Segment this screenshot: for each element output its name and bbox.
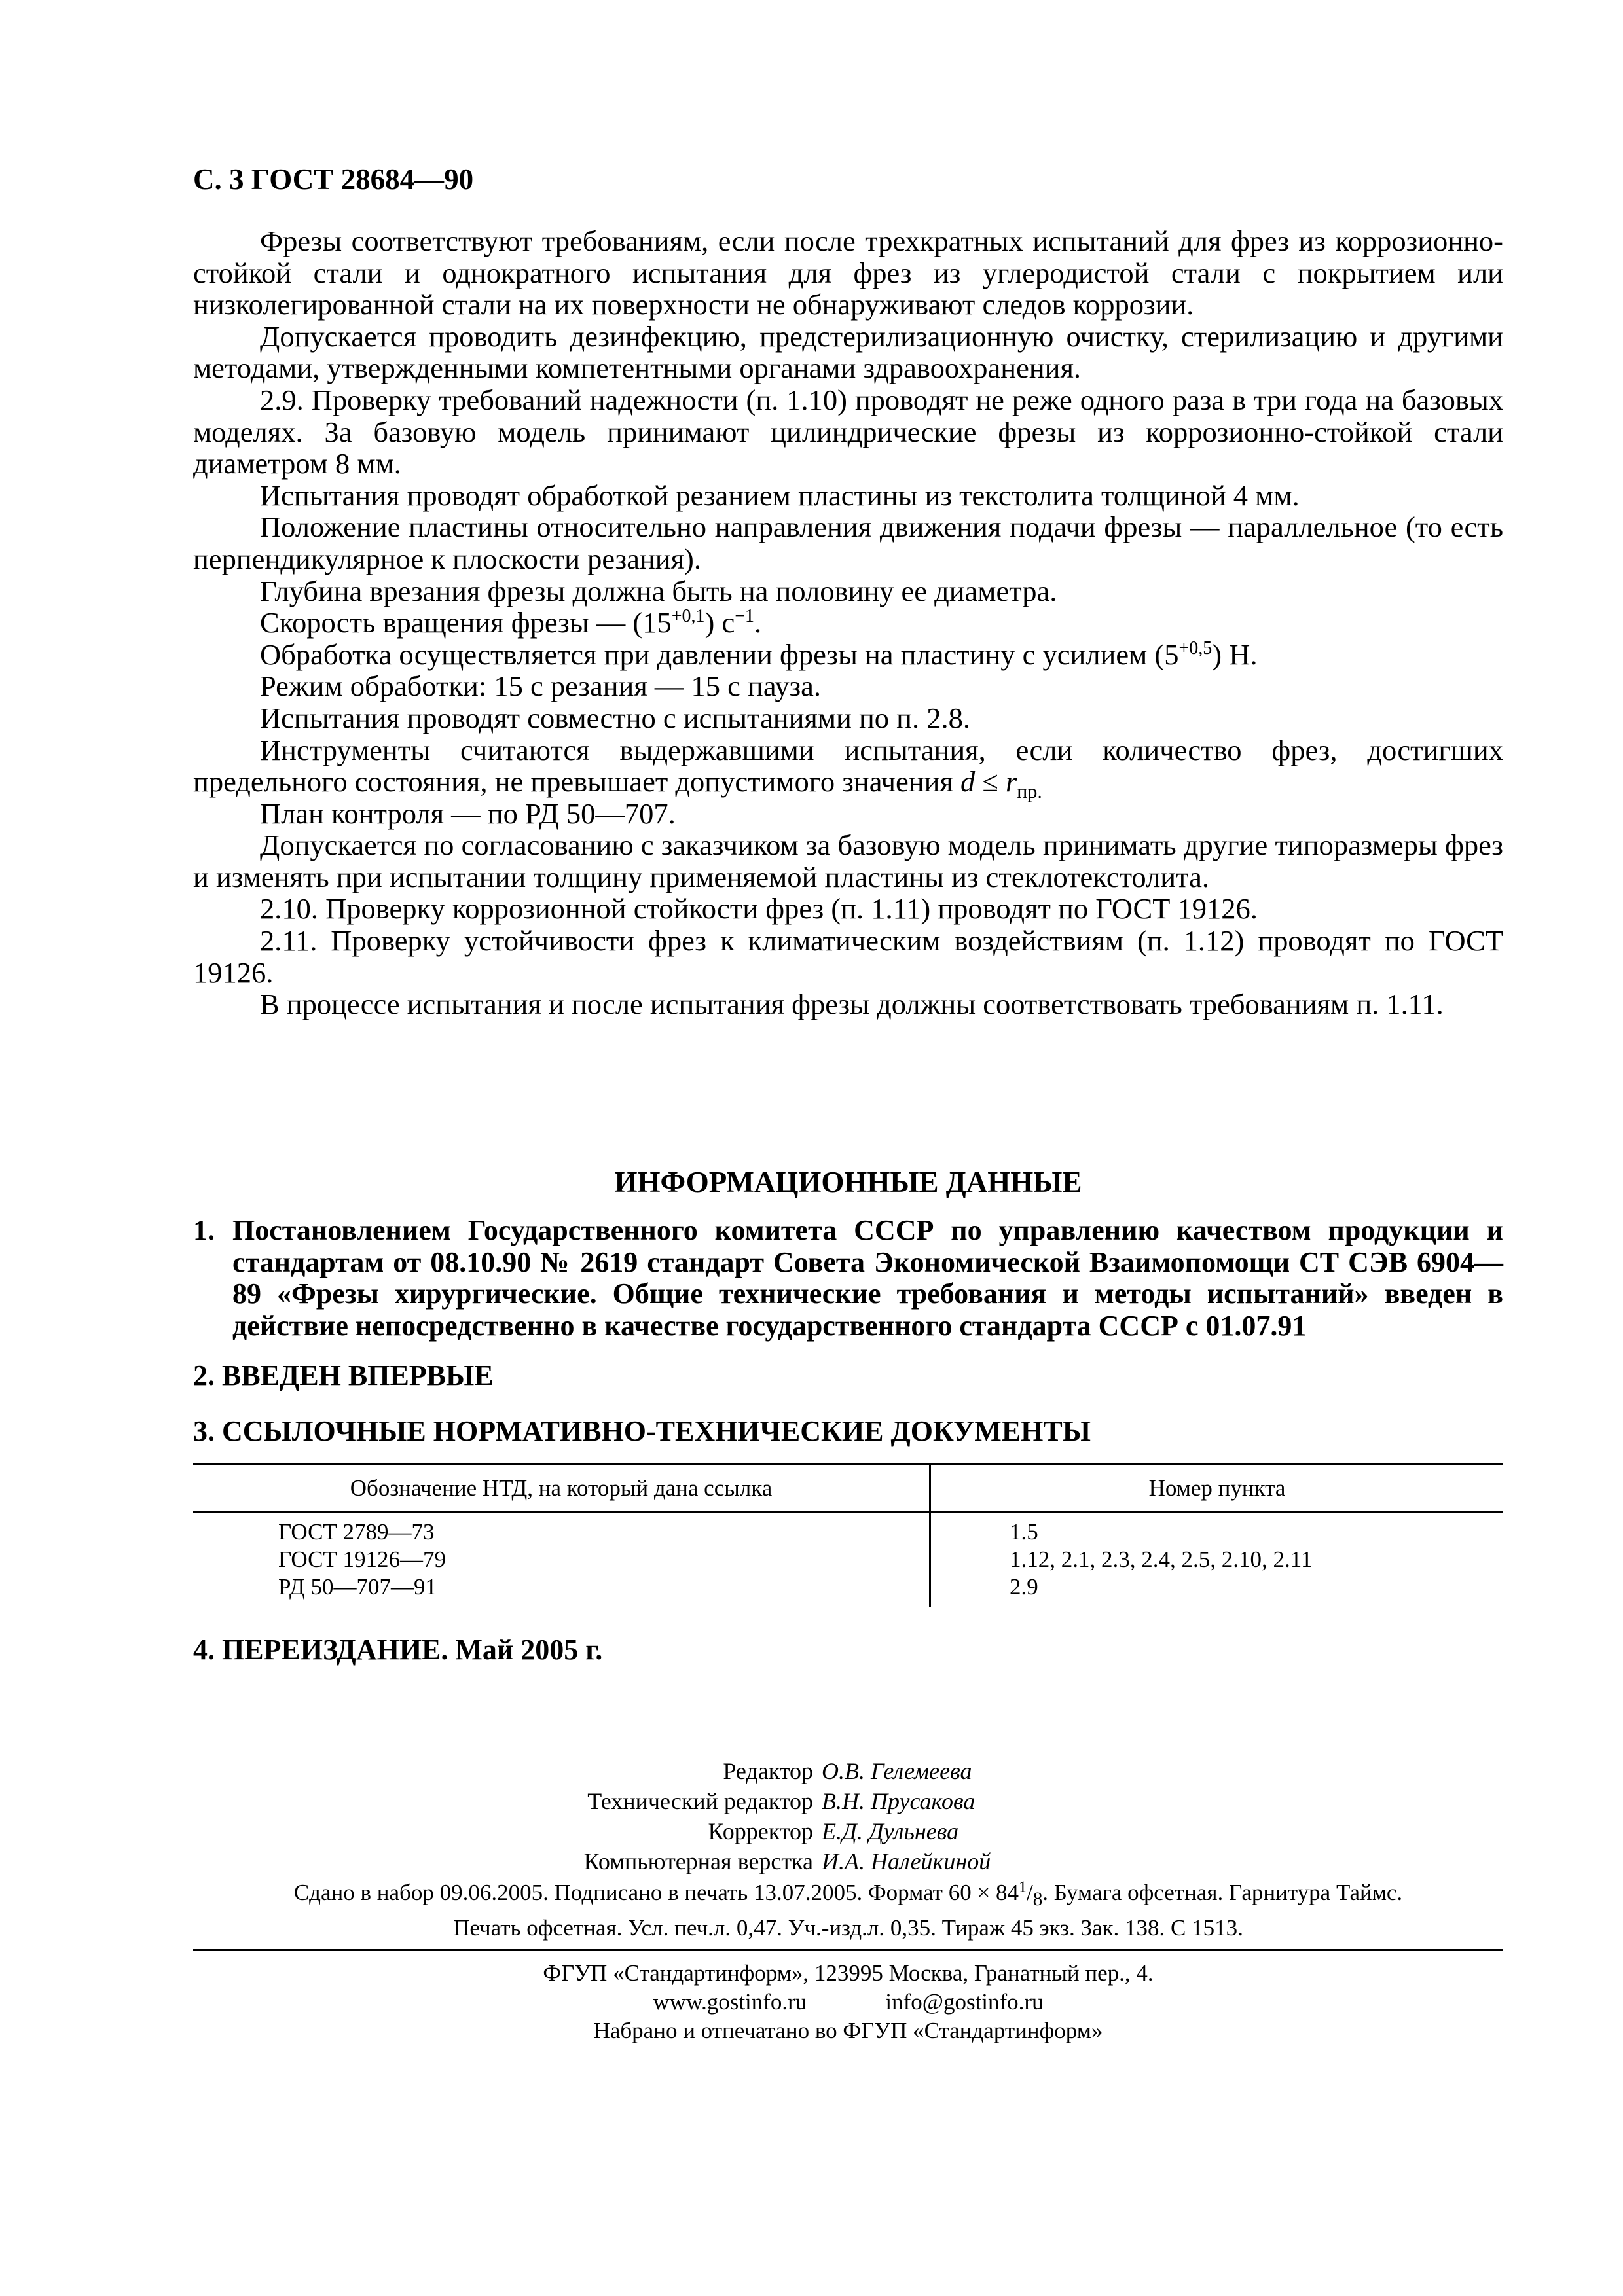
info-item-1 xyxy=(193,1215,1503,1342)
info-item-2: 2. ВВЕДЕН ВПЕРВЫЕ xyxy=(193,1359,494,1391)
publisher-info xyxy=(193,1959,1503,2045)
text: Скорость вращения фрезы — (15 xyxy=(260,606,672,639)
item-ref: 1.5 xyxy=(1010,1519,1038,1545)
text: . Бумага офсетная. Гарнитура Таймс. xyxy=(1042,1880,1403,1905)
website-link[interactable]: www.gostinfo.ru xyxy=(653,1989,807,2015)
credit-line xyxy=(193,1846,1503,1876)
paragraph: 2.9. Проверку требований надежности (п. 1.10) проводят не реже одного раза в три года на базовых моделях. За базовую модель принимают цилиндрические фрезы из коррозионно-стойкой стали диаметром 8 мм. xyxy=(193,383,1503,480)
info-section-title: ИНФОРМАЦИОННЫЕ ДАННЫЕ xyxy=(614,1166,1082,1198)
fraction-denominator: 8 xyxy=(1032,1889,1043,1910)
publisher-links xyxy=(193,1988,1503,2017)
item-ref: 1.12, 2.1, 2.3, 2.4, 2.5, 2.10, 2.11 xyxy=(1010,1547,1313,1572)
item-cell xyxy=(930,1513,1504,1608)
credit-name: Е.Д. Дульнева xyxy=(822,1818,959,1844)
table-row xyxy=(193,1513,1503,1608)
credit-role: Редактор xyxy=(723,1758,813,1784)
text: Инструменты считаются выдержавшими испытания, если количество фрез, достигших предельного состояния, не превышает допустимого значения xyxy=(193,733,1503,798)
info-item-body xyxy=(193,1215,1503,1342)
reference-table xyxy=(193,1463,1503,1607)
paragraph: В процессе испытания и после испытания фрезы должны соответствовать требованиям п. 1.11. xyxy=(260,988,1444,1021)
paragraph: Положение пластины относительно направления движения подачи фрезы — параллельное (то есть перпендикулярное к плоскости резания). xyxy=(193,511,1503,575)
credit-line xyxy=(193,1756,1503,1786)
text: . xyxy=(754,606,762,639)
paragraph-force xyxy=(193,639,1503,671)
table-header-row xyxy=(193,1465,1503,1513)
document-cell xyxy=(193,1513,930,1608)
paragraph-limit-state xyxy=(193,733,1503,802)
publisher-print-note: Набрано и отпечатано во ФГУП «Стандартинформ» xyxy=(593,2018,1103,2043)
credit-name: В.Н. Прусакова xyxy=(822,1788,976,1814)
item-ref: 2.9 xyxy=(1010,1574,1038,1600)
tolerance: +0,5 xyxy=(1178,637,1213,658)
info-item-3: 3. ССЫЛОЧНЫЕ НОРМАТИВНО-ТЕХНИЧЕСКИЕ ДОКУМЕНТЫ xyxy=(193,1415,1091,1447)
document-ref: ГОСТ 19126—79 xyxy=(278,1547,447,1572)
credit-line xyxy=(193,1786,1503,1816)
paragraph: 2.10. Проверку коррозионной стойкости фрез (п. 1.11) проводят по ГОСТ 19126. xyxy=(260,892,1258,925)
paragraph: План контроля — по РД 50—707. xyxy=(260,797,676,830)
credit-name: И.А. Налейкиной xyxy=(822,1848,991,1874)
document-ref: ГОСТ 2789—73 xyxy=(278,1519,435,1545)
paragraph: Режим обработки: 15 с резания — 15 с пауза. xyxy=(260,670,822,703)
fraction-numerator: 1 xyxy=(1018,1878,1027,1896)
credit-role: Корректор xyxy=(708,1818,813,1844)
item-number: 1. xyxy=(193,1214,215,1246)
exponent: −1 xyxy=(735,606,754,627)
print-info-line-1 xyxy=(193,1878,1503,1914)
text: Обработка осуществляется при давлении фрезы на пластину с усилием (5 xyxy=(260,637,1179,671)
publisher-address: ФГУП «Стандартинформ», 123995 Москва, Гранатный пер., 4. xyxy=(543,1960,1154,1986)
document-ref: РД 50—707—91 xyxy=(278,1574,437,1600)
print-info xyxy=(193,1878,1503,1943)
subscript: пр. xyxy=(1017,780,1042,802)
variable-d: d xyxy=(960,765,976,798)
paragraph: Допускается проводить дезинфекцию, предстерилизационную очистку, стерилизацию и другими методами, утвержденными компетентными органами здравоохранения. xyxy=(193,319,1503,385)
paragraph-rotation-speed xyxy=(193,607,1503,639)
paragraph: Испытания проводят совместно с испытаниями по п. 2.8. xyxy=(260,701,970,734)
column-header-document: Обозначение НТД, на который дана ссылка xyxy=(193,1465,930,1513)
text: Сдано в набор 09.06.2005. Подписано в печать 13.07.2005. Формат 60 × 84 xyxy=(293,1880,1019,1905)
credit-role: Компьютерная верстка xyxy=(583,1848,813,1874)
email-link[interactable]: info@gostinfo.ru xyxy=(885,1989,1044,2015)
credit-role: Технический редактор xyxy=(587,1788,813,1814)
column-header-item: Номер пункта xyxy=(930,1465,1504,1513)
paragraph: 2.11. Проверку устойчивости фрез к климатическим воздействиям (п. 1.12) проводят по ГОСТ 19126. xyxy=(193,924,1503,989)
tolerance: +0,1 xyxy=(671,606,705,627)
paragraph: Допускается по согласованию с заказчиком за базовую модель принимать другие типоразмеры фрез и изменять при испытании толщину применяемой пластины из стеклотекстолита. xyxy=(193,829,1503,893)
item-text: Постановлением Государственного комитета СССР по управлению качеством продукции и стандартам от 08.10.90 № 2619 стандарт Совета Экономической Взаимопомощи СТ СЭВ 6904—89 «Фрезы хирургические. Общие технические требования и методы испытаний» введен в действие непосредственно в качестве государственного стандарта СССР с 01.07.91 xyxy=(232,1214,1503,1342)
paragraph: Испытания проводят обработкой резанием пластины из текстолита толщиной 4 мм. xyxy=(260,478,1300,512)
body-text xyxy=(193,225,1503,1020)
credits xyxy=(193,1756,1503,1876)
print-info-line-2: Печать офсетная. Усл. печ.л. 0,47. Уч.-изд.л. 0,35. Тираж 45 экз. Зак. 138. С 1513. xyxy=(453,1915,1243,1941)
credit-name: О.В. Гелемеева xyxy=(822,1758,972,1784)
variable-r: r xyxy=(1005,765,1017,798)
divider-line xyxy=(193,1949,1503,1951)
le-sign: ≤ xyxy=(975,765,1006,798)
text: ) Н. xyxy=(1212,637,1258,671)
credit-line xyxy=(193,1816,1503,1846)
paragraph: Фрезы соответствуют требованиям, если после трехкратных испытаний для фрез из коррозионно-стойкой стали и однократного испытания для фрез из углеродистой стали с покрытием или низколегированной стали на их поверхности не обнаруживают следов коррозии. xyxy=(193,224,1503,321)
paragraph: Глубина врезания фрезы должна быть на половину ее диаметра. xyxy=(260,574,1057,607)
page-header: С. 3 ГОСТ 28684—90 xyxy=(193,163,474,196)
text: ) с xyxy=(704,606,735,639)
info-item-4: 4. ПЕРЕИЗДАНИЕ. Май 2005 г. xyxy=(193,1634,603,1666)
fraction-slash: / xyxy=(1026,1880,1033,1905)
